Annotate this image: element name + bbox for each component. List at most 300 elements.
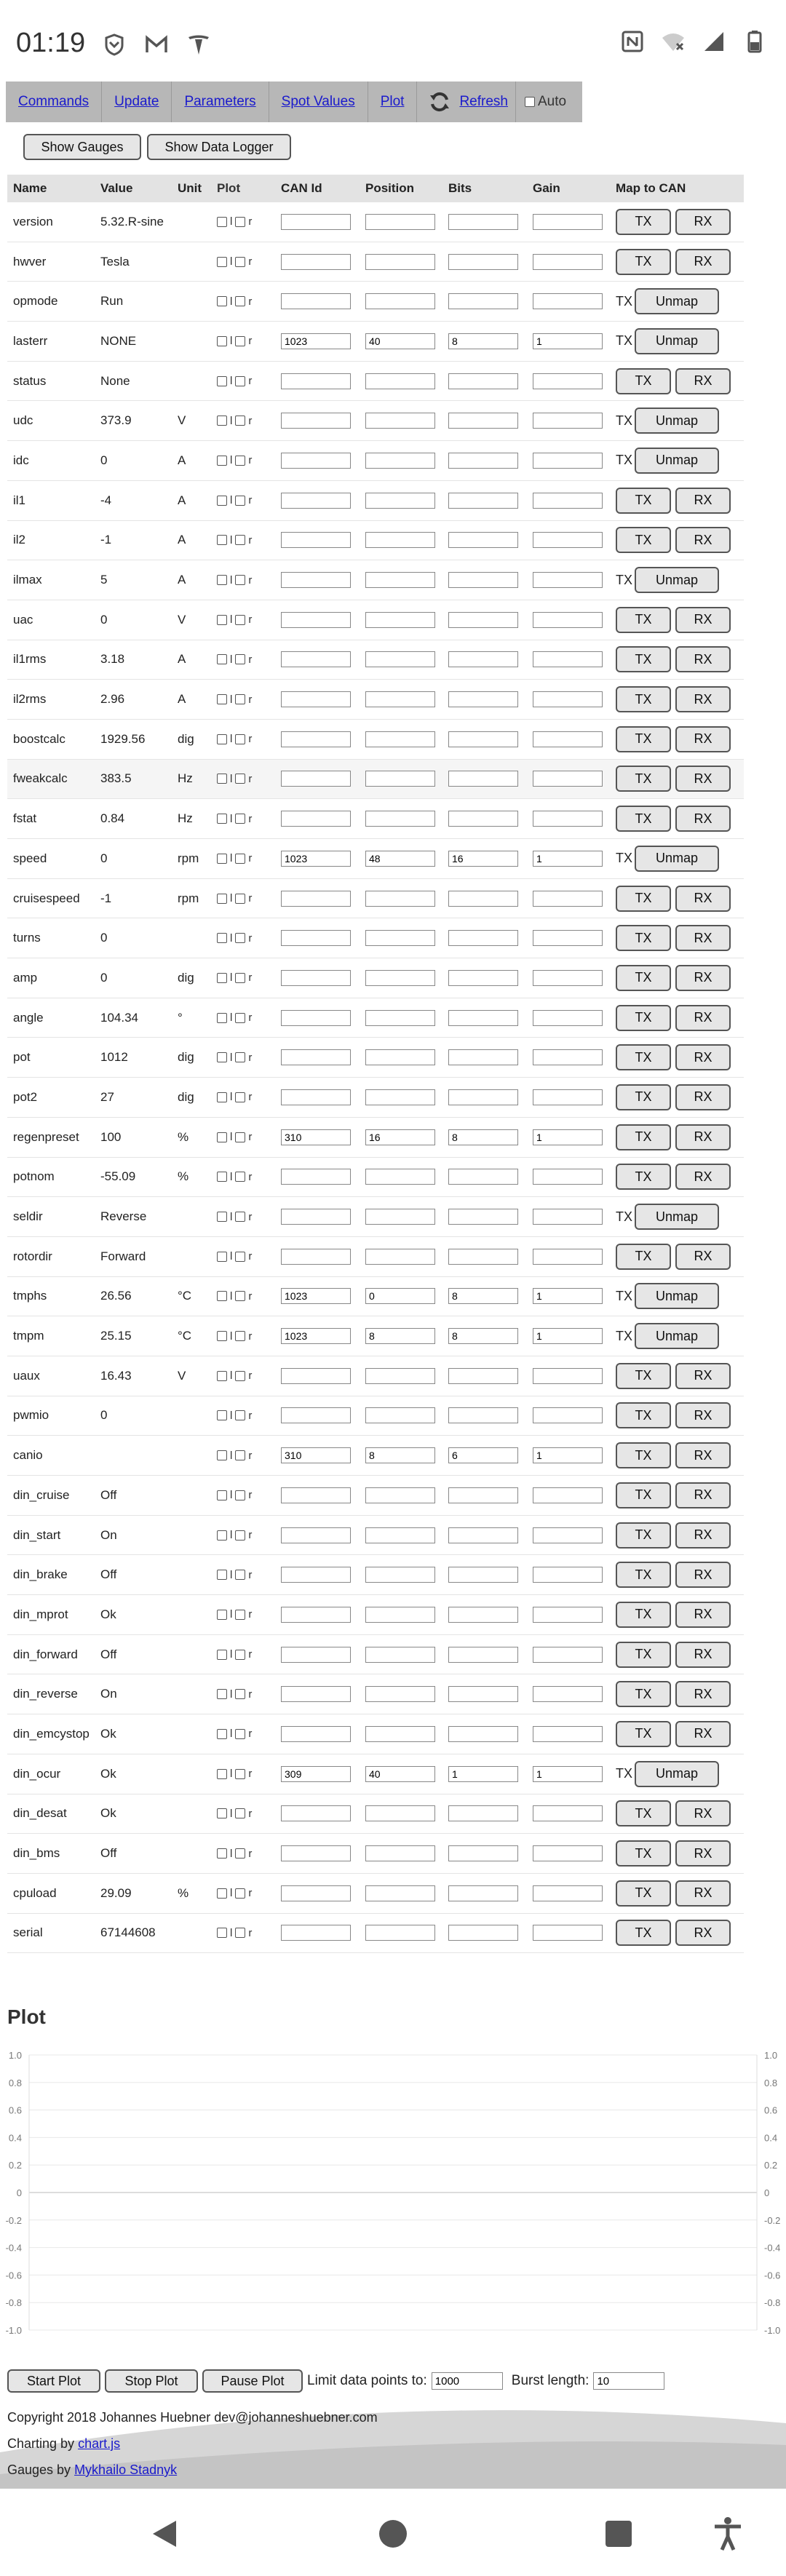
gain-input[interactable] <box>533 970 603 986</box>
position-input[interactable] <box>365 811 435 827</box>
gain-input[interactable] <box>533 1885 603 1901</box>
plot-left-checkbox[interactable] <box>217 734 227 744</box>
gain-input[interactable] <box>533 851 603 867</box>
bits-input[interactable] <box>448 1686 518 1702</box>
plot-left-checkbox[interactable] <box>217 1928 227 1938</box>
plot-left-checkbox[interactable] <box>217 1450 227 1460</box>
position-input[interactable] <box>365 1487 435 1503</box>
plot-right-checkbox[interactable] <box>235 1650 245 1660</box>
position-input[interactable] <box>365 1129 435 1145</box>
plot-right-checkbox[interactable] <box>235 1212 245 1222</box>
bits-input[interactable] <box>448 1805 518 1821</box>
bits-input[interactable] <box>448 1885 518 1901</box>
plot-right-checkbox[interactable] <box>235 1331 245 1341</box>
plot-right-checkbox[interactable] <box>235 376 245 386</box>
position-input[interactable] <box>365 1766 435 1782</box>
gain-input[interactable] <box>533 1726 603 1742</box>
plot-left-checkbox[interactable] <box>217 1212 227 1222</box>
plot-left-checkbox[interactable] <box>217 1530 227 1541</box>
bits-input[interactable] <box>448 1845 518 1861</box>
tx-button[interactable]: TX <box>616 965 671 991</box>
gain-input[interactable] <box>533 1010 603 1026</box>
position-input[interactable] <box>365 453 435 469</box>
tx-button[interactable]: TX <box>616 1522 671 1549</box>
rx-button[interactable]: RX <box>675 1402 731 1428</box>
plot-left-checkbox[interactable] <box>217 575 227 585</box>
tx-button[interactable]: TX <box>616 1084 671 1110</box>
tx-button[interactable]: TX <box>616 886 671 912</box>
position-input[interactable] <box>365 731 435 747</box>
rx-button[interactable]: RX <box>675 1522 731 1549</box>
plot-right-checkbox[interactable] <box>235 296 245 306</box>
plot-right-checkbox[interactable] <box>235 973 245 983</box>
position-input[interactable] <box>365 1567 435 1583</box>
tx-button[interactable]: TX <box>616 1005 671 1031</box>
bits-input[interactable] <box>448 651 518 667</box>
plot-left-checkbox[interactable] <box>217 1331 227 1341</box>
gain-input[interactable] <box>533 1925 603 1941</box>
can-id-input[interactable] <box>281 691 351 707</box>
gain-input[interactable] <box>533 1845 603 1861</box>
bits-input[interactable] <box>448 1249 518 1265</box>
gain-input[interactable] <box>533 1686 603 1702</box>
gain-input[interactable] <box>533 1209 603 1225</box>
plot-left-checkbox[interactable] <box>217 1092 227 1102</box>
tx-button[interactable]: TX <box>616 1880 671 1907</box>
plot-right-checkbox[interactable] <box>235 1092 245 1102</box>
plot-left-checkbox[interactable] <box>217 1410 227 1420</box>
can-id-input[interactable] <box>281 1209 351 1225</box>
can-id-input[interactable] <box>281 970 351 986</box>
tx-button[interactable]: TX <box>616 766 671 792</box>
can-id-input[interactable] <box>281 1407 351 1423</box>
position-input[interactable] <box>365 1010 435 1026</box>
tx-button[interactable]: TX <box>616 726 671 752</box>
can-id-input[interactable] <box>281 333 351 349</box>
position-input[interactable] <box>365 1686 435 1702</box>
plot-left-checkbox[interactable] <box>217 1610 227 1620</box>
bits-input[interactable] <box>448 293 518 309</box>
plot-right-checkbox[interactable] <box>235 814 245 824</box>
plot-right-checkbox[interactable] <box>235 1490 245 1500</box>
plot-right-checkbox[interactable] <box>235 774 245 784</box>
rx-button[interactable]: RX <box>675 766 731 792</box>
plot-left-checkbox[interactable] <box>217 1371 227 1381</box>
position-input[interactable] <box>365 1885 435 1901</box>
can-id-input[interactable] <box>281 1607 351 1623</box>
rx-button[interactable]: RX <box>675 1084 731 1110</box>
can-id-input[interactable] <box>281 1686 351 1702</box>
plot-right-checkbox[interactable] <box>235 1013 245 1023</box>
plot-right-checkbox[interactable] <box>235 1769 245 1779</box>
rx-button[interactable]: RX <box>675 646 731 672</box>
position-input[interactable] <box>365 1249 435 1265</box>
rx-button[interactable]: RX <box>675 1044 731 1070</box>
gain-input[interactable] <box>533 731 603 747</box>
start-plot-button[interactable]: Start Plot <box>7 2369 100 2393</box>
can-id-input[interactable] <box>281 1010 351 1026</box>
plot-right-checkbox[interactable] <box>235 1132 245 1142</box>
tx-button[interactable]: TX <box>616 607 671 633</box>
tx-button[interactable]: TX <box>616 1562 671 1588</box>
plot-right-checkbox[interactable] <box>235 1848 245 1859</box>
gain-input[interactable] <box>533 930 603 946</box>
tx-button[interactable]: TX <box>616 686 671 712</box>
can-id-input[interactable] <box>281 1805 351 1821</box>
bits-input[interactable] <box>448 1328 518 1344</box>
rx-button[interactable]: RX <box>675 1482 731 1508</box>
plot-left-checkbox[interactable] <box>217 1808 227 1818</box>
bits-input[interactable] <box>448 1487 518 1503</box>
plot-right-checkbox[interactable] <box>235 336 245 346</box>
bits-input[interactable] <box>448 453 518 469</box>
gain-input[interactable] <box>533 771 603 787</box>
tx-button[interactable]: TX <box>616 488 671 514</box>
position-input[interactable] <box>365 1845 435 1861</box>
can-id-input[interactable] <box>281 771 351 787</box>
bits-input[interactable] <box>448 691 518 707</box>
can-id-input[interactable] <box>281 1328 351 1344</box>
bits-input[interactable] <box>448 1288 518 1304</box>
plot-left-checkbox[interactable] <box>217 296 227 306</box>
plot-left-checkbox[interactable] <box>217 1769 227 1779</box>
plot-left-checkbox[interactable] <box>217 854 227 864</box>
tx-button[interactable]: TX <box>616 1402 671 1428</box>
gain-input[interactable] <box>533 1407 603 1423</box>
rx-button[interactable]: RX <box>675 527 731 553</box>
gain-input[interactable] <box>533 1129 603 1145</box>
gain-input[interactable] <box>533 1249 603 1265</box>
tx-button[interactable]: TX <box>616 368 671 394</box>
gain-input[interactable] <box>533 1169 603 1185</box>
position-input[interactable] <box>365 373 435 389</box>
unmap-button[interactable]: Unmap <box>635 1283 719 1309</box>
position-input[interactable] <box>365 1726 435 1742</box>
can-id-input[interactable] <box>281 1527 351 1543</box>
position-input[interactable] <box>365 333 435 349</box>
plot-left-checkbox[interactable] <box>217 1013 227 1023</box>
plot-left-checkbox[interactable] <box>217 615 227 625</box>
gain-input[interactable] <box>533 691 603 707</box>
bits-input[interactable] <box>448 851 518 867</box>
stop-plot-button[interactable]: Stop Plot <box>105 2369 198 2393</box>
plot-right-checkbox[interactable] <box>235 694 245 704</box>
tx-button[interactable]: TX <box>616 527 671 553</box>
nav-parameters[interactable]: Parameters <box>172 82 269 122</box>
tx-button[interactable]: TX <box>616 1721 671 1747</box>
nav-plot[interactable]: Plot <box>368 82 418 122</box>
pause-plot-button[interactable]: Pause Plot <box>202 2369 303 2393</box>
gain-input[interactable] <box>533 333 603 349</box>
plot-right-checkbox[interactable] <box>235 257 245 267</box>
can-id-input[interactable] <box>281 891 351 907</box>
unmap-button[interactable]: Unmap <box>635 1761 719 1787</box>
position-input[interactable] <box>365 1209 435 1225</box>
position-input[interactable] <box>365 1607 435 1623</box>
plot-right-checkbox[interactable] <box>235 496 245 506</box>
position-input[interactable] <box>365 1049 435 1065</box>
gain-input[interactable] <box>533 214 603 230</box>
tx-button[interactable]: TX <box>616 1442 671 1468</box>
position-input[interactable] <box>365 771 435 787</box>
plot-left-checkbox[interactable] <box>217 1252 227 1262</box>
plot-left-checkbox[interactable] <box>217 1172 227 1182</box>
tx-button[interactable]: TX <box>616 1681 671 1707</box>
bits-input[interactable] <box>448 532 518 548</box>
plot-right-checkbox[interactable] <box>235 1610 245 1620</box>
plot-right-checkbox[interactable] <box>235 217 245 227</box>
position-input[interactable] <box>365 930 435 946</box>
bits-input[interactable] <box>448 930 518 946</box>
can-id-input[interactable] <box>281 572 351 588</box>
plot-left-checkbox[interactable] <box>217 774 227 784</box>
bits-input[interactable] <box>448 771 518 787</box>
can-id-input[interactable] <box>281 493 351 509</box>
gain-input[interactable] <box>533 413 603 429</box>
show-gauges-button[interactable]: Show Gauges <box>23 134 141 160</box>
nav-commands[interactable]: Commands <box>6 82 102 122</box>
gain-input[interactable] <box>533 1527 603 1543</box>
position-input[interactable] <box>365 891 435 907</box>
home-icon[interactable] <box>377 2518 409 2550</box>
rx-button[interactable]: RX <box>675 368 731 394</box>
unmap-button[interactable]: Unmap <box>635 408 719 434</box>
plot-right-checkbox[interactable] <box>235 615 245 625</box>
can-id-input[interactable] <box>281 1567 351 1583</box>
can-id-input[interactable] <box>281 1885 351 1901</box>
show-data-logger-button[interactable]: Show Data Logger <box>147 134 291 160</box>
can-id-input[interactable] <box>281 293 351 309</box>
can-id-input[interactable] <box>281 1129 351 1145</box>
bits-input[interactable] <box>448 731 518 747</box>
tx-button[interactable]: TX <box>616 1920 671 1946</box>
can-id-input[interactable] <box>281 1049 351 1065</box>
bits-input[interactable] <box>448 254 518 270</box>
position-input[interactable] <box>365 532 435 548</box>
gain-input[interactable] <box>533 373 603 389</box>
bits-input[interactable] <box>448 1925 518 1941</box>
plot-right-checkbox[interactable] <box>235 1729 245 1739</box>
bits-input[interactable] <box>448 1766 518 1782</box>
rx-button[interactable]: RX <box>675 209 731 235</box>
plot-left-checkbox[interactable] <box>217 973 227 983</box>
plot-left-checkbox[interactable] <box>217 814 227 824</box>
plot-left-checkbox[interactable] <box>217 456 227 466</box>
tx-button[interactable]: TX <box>616 249 671 275</box>
plot-left-checkbox[interactable] <box>217 933 227 943</box>
gain-input[interactable] <box>533 1288 603 1304</box>
gain-input[interactable] <box>533 1567 603 1583</box>
can-id-input[interactable] <box>281 373 351 389</box>
rx-button[interactable]: RX <box>675 488 731 514</box>
recents-icon[interactable] <box>604 2519 633 2548</box>
rx-button[interactable]: RX <box>675 1642 731 1668</box>
gain-input[interactable] <box>533 254 603 270</box>
rx-button[interactable]: RX <box>675 1244 731 1270</box>
plot-right-checkbox[interactable] <box>235 575 245 585</box>
position-input[interactable] <box>365 572 435 588</box>
chartjs-link[interactable]: chart.js <box>78 2436 121 2451</box>
plot-right-checkbox[interactable] <box>235 1052 245 1062</box>
plot-right-checkbox[interactable] <box>235 1252 245 1262</box>
can-id-input[interactable] <box>281 1487 351 1503</box>
can-id-input[interactable] <box>281 612 351 628</box>
rx-button[interactable]: RX <box>675 886 731 912</box>
plot-left-checkbox[interactable] <box>217 496 227 506</box>
tx-button[interactable]: TX <box>616 1164 671 1190</box>
gain-input[interactable] <box>533 293 603 309</box>
tx-button[interactable]: TX <box>616 1840 671 1867</box>
gain-input[interactable] <box>533 493 603 509</box>
gain-input[interactable] <box>533 1607 603 1623</box>
gain-input[interactable] <box>533 1647 603 1663</box>
gain-input[interactable] <box>533 1447 603 1463</box>
plot-left-checkbox[interactable] <box>217 1650 227 1660</box>
unmap-button[interactable]: Unmap <box>635 846 719 872</box>
unmap-button[interactable]: Unmap <box>635 1323 719 1349</box>
plot-left-checkbox[interactable] <box>217 416 227 426</box>
tx-button[interactable]: TX <box>616 1482 671 1508</box>
bits-input[interactable] <box>448 1169 518 1185</box>
rx-button[interactable]: RX <box>675 1840 731 1867</box>
position-input[interactable] <box>365 612 435 628</box>
bits-input[interactable] <box>448 1368 518 1384</box>
can-id-input[interactable] <box>281 1368 351 1384</box>
bits-input[interactable] <box>448 1607 518 1623</box>
position-input[interactable] <box>365 1805 435 1821</box>
bits-input[interactable] <box>448 1129 518 1145</box>
plot-left-checkbox[interactable] <box>217 217 227 227</box>
rx-button[interactable]: RX <box>675 925 731 951</box>
rx-button[interactable]: RX <box>675 686 731 712</box>
gain-input[interactable] <box>533 811 603 827</box>
tx-button[interactable]: TX <box>616 806 671 832</box>
position-input[interactable] <box>365 1368 435 1384</box>
position-input[interactable] <box>365 691 435 707</box>
plot-left-checkbox[interactable] <box>217 1888 227 1899</box>
gain-input[interactable] <box>533 1089 603 1105</box>
position-input[interactable] <box>365 1447 435 1463</box>
bits-input[interactable] <box>448 1010 518 1026</box>
plot-right-checkbox[interactable] <box>235 1808 245 1818</box>
unmap-button[interactable]: Unmap <box>635 288 719 314</box>
position-input[interactable] <box>365 1407 435 1423</box>
position-input[interactable] <box>365 651 435 667</box>
rx-button[interactable]: RX <box>675 1721 731 1747</box>
gain-input[interactable] <box>533 1766 603 1782</box>
position-input[interactable] <box>365 413 435 429</box>
plot-right-checkbox[interactable] <box>235 1530 245 1541</box>
can-id-input[interactable] <box>281 1766 351 1782</box>
plot-left-checkbox[interactable] <box>217 1689 227 1699</box>
plot-right-checkbox[interactable] <box>235 456 245 466</box>
plot-right-checkbox[interactable] <box>235 1371 245 1381</box>
tx-button[interactable]: TX <box>616 1044 671 1070</box>
plot-left-checkbox[interactable] <box>217 1570 227 1580</box>
gain-input[interactable] <box>533 891 603 907</box>
bits-input[interactable] <box>448 811 518 827</box>
can-id-input[interactable] <box>281 811 351 827</box>
nav-update[interactable]: Update <box>102 82 172 122</box>
plot-left-checkbox[interactable] <box>217 257 227 267</box>
can-id-input[interactable] <box>281 413 351 429</box>
can-id-input[interactable] <box>281 1249 351 1265</box>
plot-right-checkbox[interactable] <box>235 1928 245 1938</box>
can-id-input[interactable] <box>281 651 351 667</box>
rx-button[interactable]: RX <box>675 249 731 275</box>
bits-input[interactable] <box>448 373 518 389</box>
bits-input[interactable] <box>448 1567 518 1583</box>
tx-button[interactable]: TX <box>616 646 671 672</box>
rx-button[interactable]: RX <box>675 1681 731 1707</box>
position-input[interactable] <box>365 293 435 309</box>
plot-right-checkbox[interactable] <box>235 1570 245 1580</box>
position-input[interactable] <box>365 254 435 270</box>
can-id-input[interactable] <box>281 532 351 548</box>
position-input[interactable] <box>365 851 435 867</box>
can-id-input[interactable] <box>281 731 351 747</box>
can-id-input[interactable] <box>281 1845 351 1861</box>
auto-checkbox[interactable] <box>525 97 535 107</box>
can-id-input[interactable] <box>281 851 351 867</box>
tx-button[interactable]: TX <box>616 1602 671 1628</box>
plot-left-checkbox[interactable] <box>217 1490 227 1500</box>
plot-left-checkbox[interactable] <box>217 654 227 664</box>
tx-button[interactable]: TX <box>616 209 671 235</box>
rx-button[interactable]: RX <box>675 1164 731 1190</box>
plot-right-checkbox[interactable] <box>235 734 245 744</box>
bits-input[interactable] <box>448 1089 518 1105</box>
can-id-input[interactable] <box>281 1726 351 1742</box>
gain-input[interactable] <box>533 1049 603 1065</box>
tx-button[interactable]: TX <box>616 1124 671 1150</box>
plot-right-checkbox[interactable] <box>235 1888 245 1899</box>
back-icon[interactable] <box>150 2518 179 2550</box>
position-input[interactable] <box>365 1089 435 1105</box>
position-input[interactable] <box>365 1169 435 1185</box>
plot-right-checkbox[interactable] <box>235 933 245 943</box>
can-id-input[interactable] <box>281 254 351 270</box>
refresh-link[interactable]: Refresh <box>459 94 508 109</box>
rx-button[interactable]: RX <box>675 806 731 832</box>
bits-input[interactable] <box>448 891 518 907</box>
can-id-input[interactable] <box>281 1447 351 1463</box>
plot-left-checkbox[interactable] <box>217 1052 227 1062</box>
plot-right-checkbox[interactable] <box>235 1410 245 1420</box>
unmap-button[interactable]: Unmap <box>635 448 719 474</box>
gauges-author-link[interactable]: Mykhailo Stadnyk <box>74 2462 178 2477</box>
plot-left-checkbox[interactable] <box>217 376 227 386</box>
can-id-input[interactable] <box>281 1647 351 1663</box>
gain-input[interactable] <box>533 453 603 469</box>
plot-right-checkbox[interactable] <box>235 1172 245 1182</box>
gain-input[interactable] <box>533 651 603 667</box>
plot-left-checkbox[interactable] <box>217 336 227 346</box>
bits-input[interactable] <box>448 1447 518 1463</box>
bits-input[interactable] <box>448 1527 518 1543</box>
plot-right-checkbox[interactable] <box>235 535 245 545</box>
tx-button[interactable]: TX <box>616 1642 671 1668</box>
plot-right-checkbox[interactable] <box>235 1689 245 1699</box>
rx-button[interactable]: RX <box>675 1442 731 1468</box>
gain-input[interactable] <box>533 532 603 548</box>
tx-button[interactable]: TX <box>616 1244 671 1270</box>
bits-input[interactable] <box>448 214 518 230</box>
plot-right-checkbox[interactable] <box>235 654 245 664</box>
gain-input[interactable] <box>533 1805 603 1821</box>
plot-right-checkbox[interactable] <box>235 894 245 904</box>
position-input[interactable] <box>365 493 435 509</box>
